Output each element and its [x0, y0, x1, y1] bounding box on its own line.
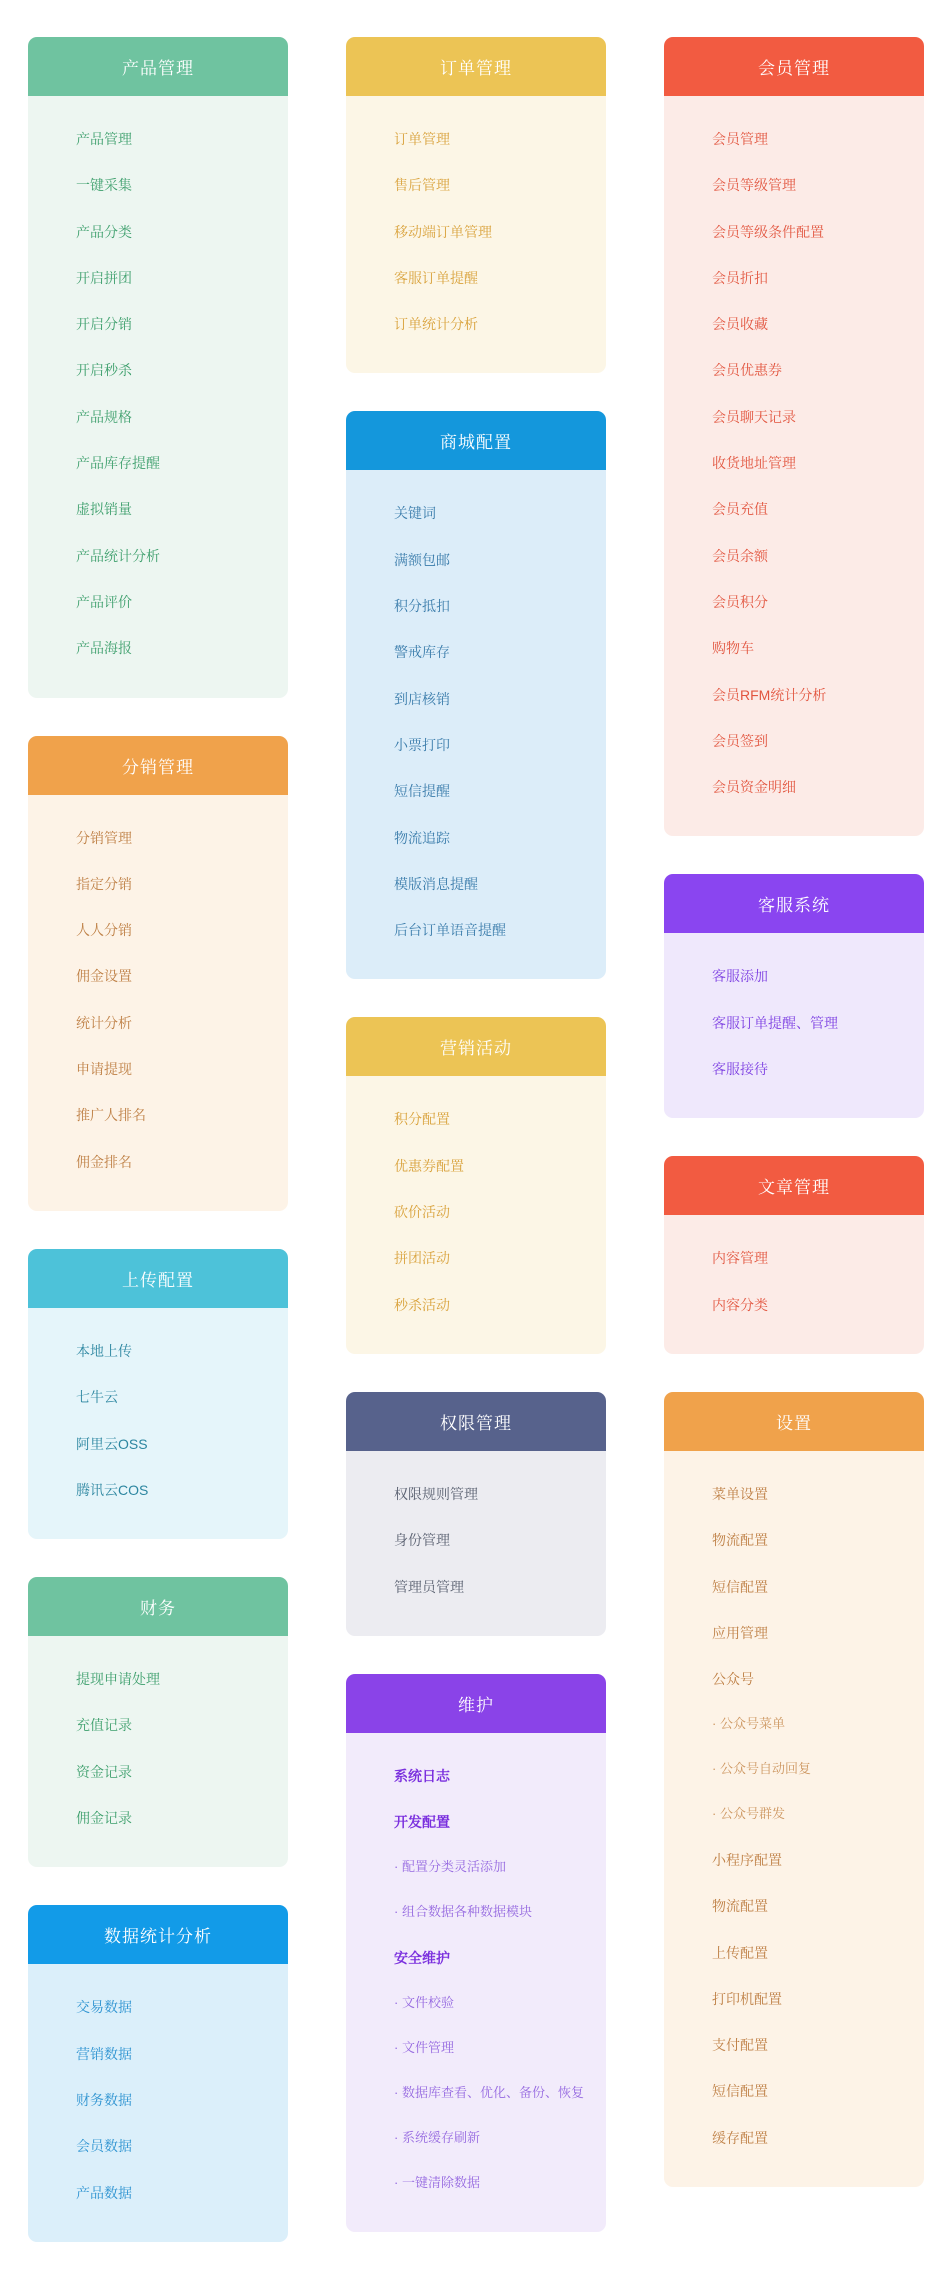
menu-item: 客服接待	[712, 1061, 768, 1078]
menu-item: 移动端订单管理	[394, 223, 492, 240]
card-title: 商城配置	[346, 411, 606, 470]
menu-item: 产品统计分析	[76, 547, 160, 564]
card-item-list	[346, 1076, 606, 1353]
card-item-list	[346, 1733, 606, 2232]
card-title: 订单管理	[346, 37, 606, 96]
menu-item: 积分配置	[394, 1111, 450, 1128]
sub-menu-item: · 配置分类灵活添加	[394, 1859, 506, 1875]
menu-item: 统计分析	[76, 1014, 132, 1031]
card-item-list	[28, 1308, 288, 1539]
menu-item: 佣金记录	[76, 1810, 132, 1827]
card-distribution-management	[28, 736, 288, 1211]
menu-item: 开发配置	[394, 1814, 450, 1831]
menu-item: 充值记录	[76, 1717, 132, 1734]
menu-item: 小程序配置	[712, 1851, 782, 1868]
card-item-list	[28, 795, 288, 1211]
menu-item: 短信提醒	[394, 783, 450, 800]
menu-item: 会员积分	[712, 593, 768, 610]
menu-item: 内容管理	[712, 1250, 768, 1267]
menu-item: 客服订单提醒	[394, 269, 478, 286]
card-title: 财务	[28, 1577, 288, 1636]
menu-item: 收货地址管理	[712, 455, 796, 472]
menu-item: 产品数据	[76, 2184, 132, 2201]
menu-item: 警戒库存	[394, 644, 450, 661]
menu-item: 产品库存提醒	[76, 455, 160, 472]
menu-item: 支付配置	[712, 2037, 768, 2054]
menu-item: 售后管理	[394, 177, 450, 194]
sub-menu-item: · 数据库查看、优化、备份、恢复	[394, 2085, 584, 2101]
card-title: 产品管理	[28, 37, 288, 96]
menu-item: 佣金设置	[76, 968, 132, 985]
menu-item: 指定分销	[76, 875, 132, 892]
menu-item: 会员数据	[76, 2138, 132, 2155]
menu-item: 产品规格	[76, 408, 132, 425]
card-title: 权限管理	[346, 1392, 606, 1451]
menu-item: 会员RFM统计分析	[712, 686, 827, 703]
card-customer-service-system	[664, 874, 924, 1118]
menu-item: 会员收藏	[712, 316, 768, 333]
card-finance	[28, 1577, 288, 1867]
menu-item: 会员等级管理	[712, 177, 796, 194]
card-item-list	[664, 1451, 924, 2187]
menu-item: 开启秒杀	[76, 362, 132, 379]
card-item-list	[664, 96, 924, 836]
sub-menu-item: · 系统缓存刷新	[394, 2129, 480, 2145]
menu-item: 短信配置	[712, 1578, 768, 1595]
menu-item: 身份管理	[394, 1532, 450, 1549]
menu-item: 关键词	[394, 505, 436, 522]
menu-item: 购物车	[712, 640, 754, 657]
card-item-list	[664, 933, 924, 1118]
card-item-list	[664, 1215, 924, 1354]
menu-item: 佣金排名	[76, 1153, 132, 1170]
menu-item: 会员充值	[712, 501, 768, 518]
menu-item: 会员优惠券	[712, 362, 782, 379]
menu-item: 会员聊天记录	[712, 408, 796, 425]
menu-item: 产品评价	[76, 593, 132, 610]
menu-item: 拼团活动	[394, 1250, 450, 1267]
card-article-management	[664, 1156, 924, 1354]
card-upload-config	[28, 1249, 288, 1539]
menu-item: 一键采集	[76, 177, 132, 194]
menu-item: 菜单设置	[712, 1485, 768, 1502]
menu-item: 客服订单提醒、管理	[712, 1014, 838, 1031]
card-item-list	[28, 96, 288, 698]
menu-item: 系统日志	[394, 1767, 450, 1784]
menu-item: 上传配置	[712, 1944, 768, 1961]
card-title: 维护	[346, 1674, 606, 1733]
menu-item: 会员签到	[712, 732, 768, 749]
menu-item: 开启拼团	[76, 269, 132, 286]
card-permission-management	[346, 1392, 606, 1636]
menu-item: 客服添加	[712, 968, 768, 985]
menu-item: 短信配置	[712, 2083, 768, 2100]
menu-item: 物流追踪	[394, 829, 450, 846]
menu-item: 公众号	[712, 1671, 754, 1688]
menu-item: 满额包邮	[394, 551, 450, 568]
column-right	[664, 37, 924, 2187]
menu-item: 订单管理	[394, 131, 450, 147]
sub-menu-item: · 文件管理	[394, 2040, 454, 2056]
menu-item: 人人分销	[76, 922, 132, 939]
card-data-statistics	[28, 1905, 288, 2241]
column-middle	[346, 37, 606, 2232]
menu-item: 权限规则管理	[394, 1485, 478, 1502]
menu-item: 产品管理	[76, 131, 132, 147]
menu-item: 阿里云OSS	[76, 1435, 148, 1452]
menu-item: 应用管理	[712, 1624, 768, 1641]
menu-item: 会员等级条件配置	[712, 223, 824, 240]
menu-item: 模版消息提醒	[394, 875, 478, 892]
card-item-list	[28, 1636, 288, 1867]
card-marketing-activities	[346, 1017, 606, 1353]
card-item-list	[346, 1451, 606, 1636]
card-title: 设置	[664, 1392, 924, 1451]
sub-menu-item: · 公众号自动回复	[712, 1761, 811, 1777]
card-item-list	[346, 96, 606, 373]
menu-item: 七牛云	[76, 1389, 118, 1406]
menu-item: 提现申请处理	[76, 1671, 160, 1688]
menu-item: 物流配置	[712, 1898, 768, 1915]
sub-menu-item: · 文件校验	[394, 1995, 454, 2011]
column-left	[28, 37, 288, 2242]
menu-item: 订单统计分析	[394, 316, 478, 333]
menu-item: 营销数据	[76, 2045, 132, 2062]
menu-item: 开启分销	[76, 316, 132, 333]
menu-item: 秒杀活动	[394, 1296, 450, 1313]
card-title: 分销管理	[28, 736, 288, 795]
menu-item: 内容分类	[712, 1296, 768, 1313]
card-item-list	[28, 1964, 288, 2241]
sub-menu-item: · 公众号菜单	[712, 1716, 785, 1732]
sub-menu-item: · 一键清除数据	[394, 2174, 480, 2190]
menu-item: 腾讯云COS	[76, 1481, 149, 1498]
card-order-management	[346, 37, 606, 373]
menu-item: 推广人排名	[76, 1107, 146, 1124]
card-title: 客服系统	[664, 874, 924, 933]
menu-item: 财务数据	[76, 2091, 132, 2108]
menu-item: 砍价活动	[394, 1204, 450, 1221]
card-product-management	[28, 37, 288, 698]
card-mall-config	[346, 411, 606, 979]
menu-item: 会员资金明细	[712, 779, 796, 796]
menu-item: 产品海报	[76, 640, 132, 657]
menu-item: 缓存配置	[712, 2129, 768, 2146]
card-member-management	[664, 37, 924, 836]
menu-item: 虚拟销量	[76, 501, 132, 518]
card-settings	[664, 1392, 924, 2187]
menu-item: 积分抵扣	[394, 598, 450, 615]
menu-item: 物流配置	[712, 1532, 768, 1549]
card-title: 营销活动	[346, 1017, 606, 1076]
menu-item: 交易数据	[76, 1999, 132, 2016]
menu-item: 优惠券配置	[394, 1157, 464, 1174]
menu-item: 到店核销	[394, 690, 450, 707]
menu-item: 打印机配置	[712, 1990, 782, 2007]
menu-item: 会员余额	[712, 547, 768, 564]
menu-item: 小票打印	[394, 736, 450, 753]
sub-menu-item: · 公众号群发	[712, 1806, 785, 1822]
menu-item: 本地上传	[76, 1342, 132, 1359]
card-title: 数据统计分析	[28, 1905, 288, 1964]
card-title: 上传配置	[28, 1249, 288, 1308]
menu-item: 会员管理	[712, 131, 768, 147]
card-item-list	[346, 470, 606, 979]
sub-menu-item: · 组合数据各种数据模块	[394, 1904, 532, 1920]
menu-item: 申请提现	[76, 1061, 132, 1078]
card-title: 文章管理	[664, 1156, 924, 1215]
menu-item: 分销管理	[76, 829, 132, 846]
card-maintenance	[346, 1674, 606, 2232]
menu-item: 产品分类	[76, 223, 132, 240]
menu-item: 后台订单语音提醒	[394, 922, 506, 939]
card-title: 会员管理	[664, 37, 924, 96]
menu-item: 安全维护	[394, 1950, 450, 1967]
menu-item: 会员折扣	[712, 269, 768, 286]
menu-item: 管理员管理	[394, 1578, 464, 1595]
menu-item: 资金记录	[76, 1763, 132, 1780]
